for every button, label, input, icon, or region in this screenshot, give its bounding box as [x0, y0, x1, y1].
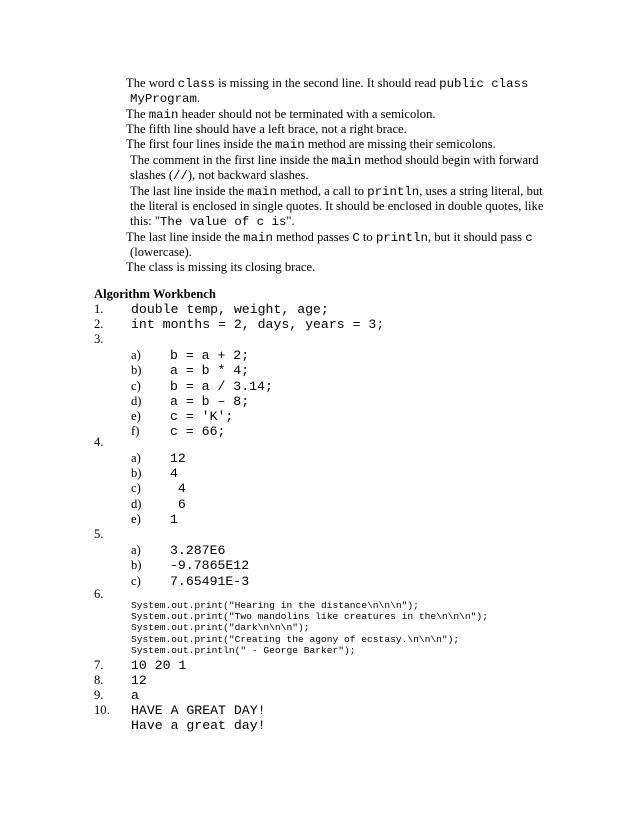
text: The fifth line should have a left brace, not a right brace.: [126, 122, 407, 136]
text: the literal is enclosed in single quotes. It should be enclosed in double quotes, like: [130, 199, 544, 213]
question-number: 2.: [94, 317, 104, 331]
text: The last line inside the: [126, 230, 244, 244]
text: The class is missing its closing brace.: [126, 260, 316, 274]
code-text: println: [367, 185, 420, 199]
answer-code: 7.65491E-3: [170, 574, 250, 589]
error-line-2: [130, 91, 200, 108]
item-label: d): [131, 394, 142, 408]
code-text: C: [352, 231, 360, 245]
code-text: The value of c is: [159, 215, 287, 229]
answer-code: a = b * 4;: [170, 363, 250, 378]
error-line-12: [130, 245, 192, 261]
item-label: b): [131, 466, 142, 480]
question-number: 7.: [94, 658, 104, 672]
answer-code-line: System.out.print("Hearing in the distance\n\n\n");: [131, 600, 419, 611]
code-text: main: [331, 154, 362, 168]
error-line-4: [126, 122, 407, 138]
answer-code: 4: [170, 481, 186, 496]
code-text: main: [148, 108, 179, 122]
answer-code: a: [131, 688, 139, 703]
text: ".: [286, 214, 295, 228]
item-label: d): [131, 497, 142, 511]
text: The first four lines inside the: [126, 137, 275, 151]
question-number: 3.: [94, 332, 104, 346]
code-text: main: [275, 138, 305, 152]
item-label: c): [131, 379, 141, 393]
answer-code-line: Have a great day!: [131, 718, 266, 733]
text: this: ": [130, 214, 160, 228]
code-text: println: [375, 231, 428, 245]
answer-code-line: System.out.print("Two mandolins like creatures in the\n\n\n");: [131, 611, 488, 622]
answer-code: 10 20 1: [131, 658, 187, 673]
question-number: 10.: [94, 703, 110, 717]
code-text: main: [247, 185, 277, 199]
text: (lowercase).: [130, 245, 192, 259]
text: method passes: [272, 230, 353, 244]
code-text: class: [177, 77, 215, 91]
item-label: c): [131, 574, 141, 588]
code-text: //: [173, 169, 188, 183]
text: The comment in the first line inside the: [130, 153, 332, 167]
text: method are missing their semicolons.: [304, 137, 496, 151]
error-line-10: [130, 214, 295, 231]
item-label: a): [131, 348, 141, 362]
error-line-5: [126, 137, 496, 154]
code-text: public class: [439, 77, 529, 91]
question-number: 4.: [94, 435, 104, 449]
text: method should begin with forward: [361, 153, 539, 167]
answer-code-line: System.out.println(" - George Barker");: [131, 645, 356, 656]
text: .: [196, 91, 201, 105]
text: ), not backward slashes.: [187, 168, 309, 182]
code-text: c: [525, 231, 533, 245]
answer-code: 12: [131, 673, 147, 688]
question-number: 5.: [94, 527, 104, 541]
error-line-7: [130, 168, 309, 185]
answer-code: 4: [170, 466, 178, 481]
item-label: c): [131, 481, 141, 495]
code-text: main: [243, 231, 273, 245]
answer-code: -9.7865E12: [170, 558, 250, 573]
question-number: 6.: [94, 587, 104, 601]
text: to: [359, 230, 376, 244]
error-line-9: [130, 199, 543, 215]
item-label: e): [131, 512, 141, 526]
text: is missing in the second line. It should read: [214, 76, 440, 90]
answer-code: double temp, weight, age;: [131, 302, 329, 317]
text: The word: [126, 76, 178, 90]
answer-code: b = a + 2;: [170, 348, 250, 363]
text: , but it should pass: [427, 230, 526, 244]
text: header should not be terminated with a semicolon.: [178, 107, 436, 121]
item-label: a): [131, 451, 141, 465]
answer-code: a = b – 8;: [170, 394, 250, 409]
answer-code: 12: [170, 451, 186, 466]
answer-code: c = 'K';: [170, 409, 234, 424]
answer-code: 3.287E6: [170, 543, 226, 558]
question-number: 1.: [94, 302, 104, 316]
question-number: 8.: [94, 673, 104, 687]
section-heading: Algorithm Workbench: [94, 287, 216, 301]
answer-code: c = 66;: [170, 424, 226, 439]
answer-code-line: System.out.print("Creating the agony of ecstasy.\n\n\n");: [131, 634, 460, 645]
item-label: a): [131, 543, 141, 557]
text: method, a call to: [276, 184, 368, 198]
text: The last line inside the: [130, 184, 248, 198]
error-line-13: [126, 260, 315, 276]
question-number: 9.: [94, 688, 104, 702]
answer-code: 1: [170, 512, 178, 527]
text: , uses a string literal, but: [419, 184, 543, 198]
text: slashes (: [130, 168, 174, 182]
answer-code: int months = 2, days, years = 3;: [131, 317, 385, 332]
code-text: MyProgram: [130, 92, 197, 106]
answer-code: b = a / 3.14;: [170, 379, 273, 394]
item-label: e): [131, 409, 141, 423]
item-label: f): [131, 424, 140, 438]
item-label: b): [131, 558, 142, 572]
answer-code: 6: [170, 497, 186, 512]
answer-code-line: System.out.print("dark\n\n\n");: [131, 622, 310, 633]
text: The: [126, 107, 149, 121]
item-label: b): [131, 363, 142, 377]
answer-code-line: HAVE A GREAT DAY!: [131, 703, 266, 718]
